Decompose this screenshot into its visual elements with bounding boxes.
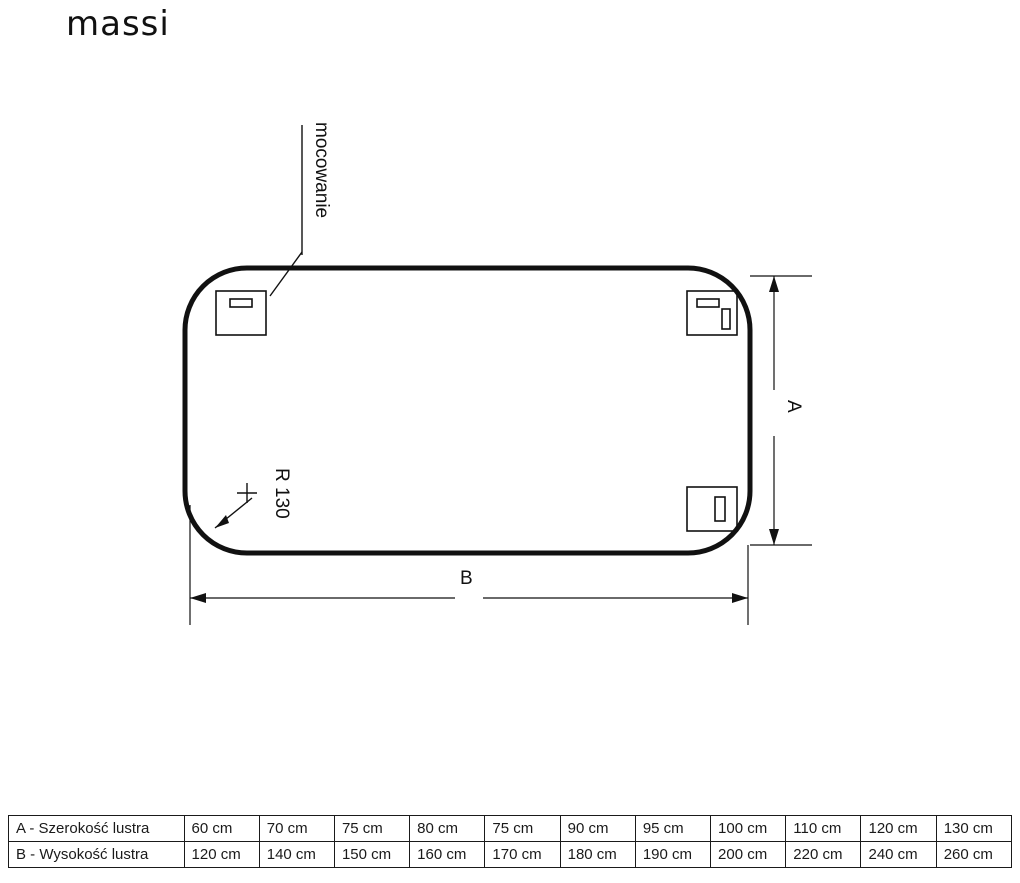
- cell-width-6: 95 cm: [635, 816, 710, 842]
- callout-label-mocowanie: mocowanie: [311, 122, 332, 219]
- mount-bracket-top-left: [216, 291, 266, 335]
- cell-height-10: 260 cm: [936, 842, 1011, 868]
- dimension-b-label: B: [460, 568, 473, 589]
- cell-width-8: 110 cm: [786, 816, 861, 842]
- cell-width-7: 100 cm: [711, 816, 786, 842]
- row-label-height: B - Wysokość lustra: [9, 842, 185, 868]
- cell-height-3: 160 cm: [410, 842, 485, 868]
- brand-logo: massi: [66, 4, 170, 44]
- cell-width-5: 90 cm: [560, 816, 635, 842]
- cell-width-9: 120 cm: [861, 816, 936, 842]
- mount-bracket-bottom-right: [687, 487, 737, 531]
- radius-marker: [215, 483, 257, 528]
- cell-height-1: 140 cm: [259, 842, 334, 868]
- table-row: [9, 816, 1012, 842]
- dimension-a-label: A: [783, 400, 804, 413]
- cell-width-4: 75 cm: [485, 816, 560, 842]
- dimension-b: [190, 505, 748, 625]
- cell-height-7: 200 cm: [711, 842, 786, 868]
- cell-width-0: 60 cm: [184, 816, 259, 842]
- mirror-outline: [185, 268, 750, 553]
- cell-height-5: 180 cm: [560, 842, 635, 868]
- cell-width-10: 130 cm: [936, 816, 1011, 842]
- cell-width-2: 75 cm: [334, 816, 409, 842]
- dimension-a: [750, 276, 812, 545]
- mount-bracket-top-right: [687, 291, 737, 335]
- cell-width-1: 70 cm: [259, 816, 334, 842]
- cell-height-4: 170 cm: [485, 842, 560, 868]
- callout-leader-elbow: [270, 252, 302, 296]
- row-label-width: A - Szerokość lustra: [9, 816, 185, 842]
- cell-height-6: 190 cm: [635, 842, 710, 868]
- radius-label: R 130: [271, 468, 292, 519]
- cell-height-8: 220 cm: [786, 842, 861, 868]
- cell-height-0: 120 cm: [184, 842, 259, 868]
- table-row: [9, 842, 1012, 868]
- cell-height-2: 150 cm: [334, 842, 409, 868]
- spec-table: [8, 815, 1012, 868]
- cell-height-9: 240 cm: [861, 842, 936, 868]
- cell-width-3: 80 cm: [410, 816, 485, 842]
